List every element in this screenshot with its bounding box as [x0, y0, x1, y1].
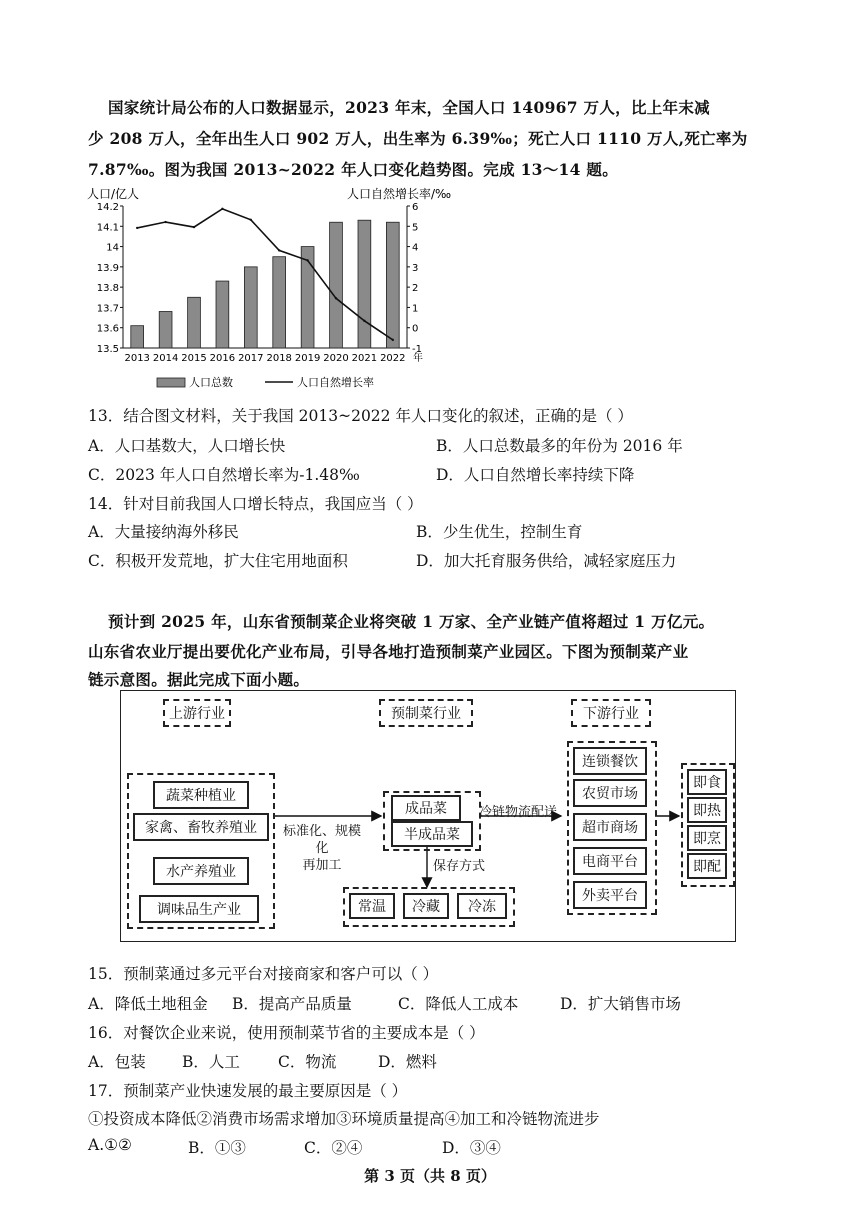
downstream-farmers-market: 农贸市场: [573, 779, 647, 807]
x-tick-label: 2019: [294, 353, 321, 364]
legend-bar-label: 人口总数: [189, 376, 233, 389]
growth-rate-point: [392, 339, 394, 341]
q17-option-a: A.①②: [88, 1136, 132, 1154]
x-tick-label: 2022: [380, 353, 406, 364]
process-label-line-1: 标准化、规模化: [282, 824, 361, 856]
growth-rate-point: [193, 226, 195, 228]
growth-rate-point: [363, 320, 365, 322]
left-tick-label: 14.1: [96, 222, 119, 234]
x-unit-label: 年: [413, 353, 423, 364]
q15-option-c: C．降低人工成本: [398, 995, 519, 1013]
legend-bar-swatch: [157, 378, 185, 387]
right-tick-label: 0: [412, 323, 419, 335]
chart-ylabel-right: 人口自然增长率/‰: [347, 187, 452, 201]
population-bar: [330, 222, 343, 348]
page-footer: 第 3 页（共 8 页）: [364, 1167, 496, 1185]
q13-option-c: C．2023 年人口自然增长率为-1.48‰: [88, 466, 360, 484]
left-tick-label: 14.2: [96, 202, 119, 213]
x-tick-label: 2013: [124, 353, 150, 364]
intro2-line-3: 链示意图。据此完成下面小题。: [88, 670, 310, 689]
population-bar: [301, 247, 314, 348]
q17-option-c: C．②④: [304, 1139, 363, 1157]
upstream-aquaculture: 水产养殖业: [153, 857, 249, 885]
product-finished: 成品菜: [391, 795, 461, 821]
header-downstream: 下游行业: [571, 699, 651, 727]
chart-ylabel-left: 人口/亿人: [87, 187, 140, 201]
right-tick-label: 3: [412, 262, 419, 274]
upstream-vegetable: 蔬菜种植业: [153, 781, 249, 809]
left-tick-label: 13.7: [96, 303, 119, 315]
downstream-ecommerce: 电商平台: [573, 847, 647, 875]
left-tick-label: 13.8: [96, 283, 119, 295]
q16-option-a: A．包装: [88, 1053, 146, 1071]
left-tick-label: 13.9: [96, 262, 119, 274]
intro-line-1: 国家统计局公布的人口数据显示，2023 年末，全国人口 140967 万人，比上年末减: [108, 98, 710, 117]
header-midstream: 预制菜行业: [379, 699, 473, 727]
q15-option-b: B．提高产品质量: [232, 995, 352, 1013]
population-bar: [159, 311, 172, 348]
process-label: [279, 823, 365, 874]
right-tick-label: 1: [412, 303, 419, 315]
q16-option-d: D．燃料: [378, 1053, 437, 1071]
output-ready-to-assemble: 即配: [687, 853, 727, 879]
output-ready-to-heat: 即热: [687, 797, 727, 823]
left-tick-label: 13.6: [96, 323, 119, 335]
logistics-label: 冷链物流配送: [479, 805, 558, 820]
legend-line-label: 人口自然增长率: [297, 376, 374, 389]
right-tick-label: 2: [412, 283, 419, 295]
left-tick-label: 14: [106, 242, 119, 254]
q14-option-b: B．少生优生，控制生育: [416, 523, 583, 541]
q17-option-d: D．③④: [442, 1139, 501, 1157]
question-13-stem: 13．结合图文材料，关于我国 2013~2022 年人口变化的叙述，正确的是（ ）: [88, 407, 633, 425]
intro2-line-1: 预计到 2025 年，山东省预制菜企业将突破 1 万家、全产业链产值将超过 1 万亿元。: [108, 612, 715, 631]
growth-rate-point: [250, 219, 252, 221]
intro-line-2: 少 208 万人，全年出生人口 902 万人，出生率为 6.39‰；死亡人口 1110 万人,死亡率为: [88, 129, 748, 148]
question-17-stem: 17．预制菜产业快速发展的最主要原因是（ ）: [88, 1082, 408, 1100]
growth-rate-point: [136, 227, 138, 229]
growth-rate-point: [164, 221, 166, 223]
population-bar: [358, 220, 371, 348]
q14-option-d: D．加大托育服务供给，减轻家庭压力: [416, 552, 677, 570]
right-tick-label: 6: [412, 202, 419, 213]
growth-rate-point: [335, 297, 337, 299]
storage-room-temp: 常温: [349, 893, 395, 919]
growth-rate-point: [278, 249, 280, 251]
population-bar: [188, 297, 201, 348]
downstream-chain-dining: 连锁餐饮: [573, 747, 647, 775]
q17-statements: ①投资成本降低②消费市场需求增加③环境质量提高④加工和冷链物流进步: [88, 1110, 600, 1128]
growth-rate-line: [137, 209, 393, 340]
q14-option-c: C．积极开发荒地，扩大住宅用地面积: [88, 552, 348, 570]
x-tick-label: 2016: [209, 353, 236, 364]
intro-line-3: 7.87‰。图为我国 2013~2022 年人口变化趋势图。完成 13～14 题。: [88, 160, 619, 179]
population-bar: [216, 281, 229, 348]
x-tick-label: 2020: [323, 353, 349, 364]
x-tick-label: 2014: [152, 353, 179, 364]
q15-option-a: A．降低土地租金: [88, 995, 208, 1013]
product-semi-finished: 半成品菜: [391, 821, 473, 847]
population-bar: [386, 222, 399, 348]
right-tick-label: -1: [412, 344, 422, 355]
industry-chain-diagram: [120, 690, 736, 942]
growth-rate-point: [306, 259, 308, 261]
storage-label: 保存方式: [433, 859, 486, 874]
downstream-supermarket: 超市商场: [573, 813, 647, 841]
storage-chilled: 冷藏: [403, 893, 449, 919]
q17-option-b: B．①③: [188, 1139, 246, 1157]
population-bar: [244, 267, 257, 348]
growth-rate-point: [221, 208, 223, 210]
question-15-stem: 15．预制菜通过多元平台对接商家和客户可以（ ）: [88, 965, 439, 983]
q15-option-d: D．扩大销售市场: [560, 995, 681, 1013]
q14-option-a: A．大量接纳海外移民: [88, 523, 239, 541]
output-ready-to-cook: 即烹: [687, 825, 727, 851]
x-tick-label: 2018: [266, 353, 292, 364]
q13-option-b: B．人口总数最多的年份为 2016 年: [436, 437, 683, 455]
downstream-takeout: 外卖平台: [573, 881, 647, 909]
q16-option-b: B．人工: [182, 1053, 240, 1071]
output-ready-to-eat: 即食: [687, 769, 727, 795]
right-tick-label: 5: [412, 222, 419, 234]
x-tick-label: 2015: [181, 353, 207, 364]
process-label-line-2: 再加工: [302, 858, 342, 873]
q16-option-c: C．物流: [278, 1053, 337, 1071]
population-bar: [131, 326, 144, 348]
upstream-seasoning: 调味品生产业: [139, 895, 259, 923]
x-tick-label: 2017: [238, 353, 264, 364]
population-chart: [85, 186, 452, 396]
q13-option-d: D．人口自然增长率持续下降: [436, 466, 635, 484]
q13-option-a: A．人口基数大，人口增长快: [88, 437, 286, 455]
x-tick-label: 2021: [351, 353, 378, 364]
left-tick-label: 13.5: [96, 344, 119, 355]
question-14-stem: 14．针对目前我国人口增长特点，我国应当（ ）: [88, 495, 423, 513]
upstream-livestock: 家禽、畜牧养殖业: [133, 813, 269, 841]
right-tick-label: 4: [412, 242, 419, 254]
question-16-stem: 16．对餐饮企业来说，使用预制菜节省的主要成本是（ ）: [88, 1024, 485, 1042]
header-upstream: 上游行业: [163, 699, 231, 727]
storage-frozen: 冷冻: [457, 893, 507, 919]
intro2-line-2: 山东省农业厅提出要优化产业布局，引导各地打造预制菜产业园区。下图为预制菜产业: [88, 642, 689, 661]
population-bar: [273, 257, 286, 348]
